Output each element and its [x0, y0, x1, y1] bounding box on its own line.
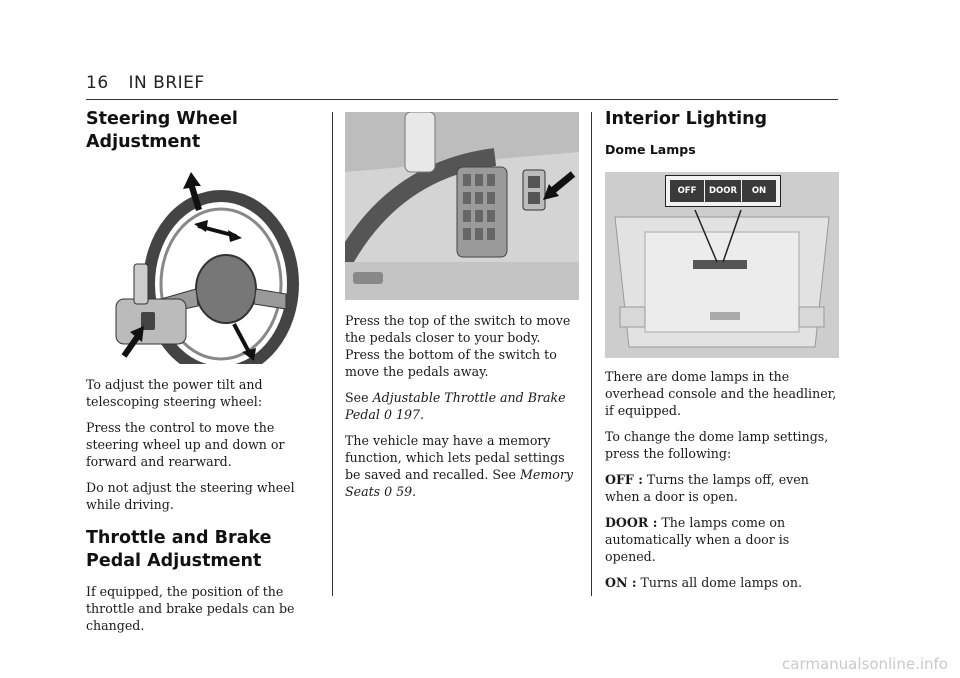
door-button-label: DOOR	[708, 185, 738, 196]
steering-wheel-illustration	[116, 172, 293, 364]
steering-wheel-figure	[86, 164, 322, 364]
on-text: Turns all dome lamps on.	[640, 575, 802, 590]
column-3	[605, 108, 839, 600]
memory-seats-page: 0 59.	[384, 484, 417, 499]
pedal-heading: Throttle and Brake Pedal Adjustment	[86, 528, 272, 571]
pedal-paragraph-1: If equipped, the position of the throttle and brake pedals can be changed.	[86, 584, 295, 633]
on-label: ON :	[605, 575, 637, 590]
steering-paragraph-1: To adjust the power tilt and telescoping steering wheel:	[86, 377, 263, 409]
dome-lamp-figure	[605, 172, 839, 358]
page-number: 16	[86, 73, 109, 93]
door-label: DOOR :	[605, 515, 658, 530]
door-text: The lamps come on automatically when a door is opened.	[605, 515, 790, 564]
off-label: OFF :	[605, 472, 643, 487]
dome-paragraph-2: To change the dome lamp settings, press the following:	[605, 429, 829, 461]
memory-paragraph	[345, 432, 579, 500]
pedal-see-reference	[345, 389, 579, 423]
header-rule	[86, 99, 838, 100]
memory-text: The vehicle may have a memory function, which lets pedal settings be saved and recalled. See	[345, 433, 565, 482]
dome-on-item	[605, 574, 839, 591]
column-divider-2	[591, 112, 592, 596]
off-text: Turns the lamps off, even when a door is open.	[605, 472, 809, 504]
lamp-button-panel	[665, 175, 781, 207]
memory-seats-link[interactable]: Memory Seats	[345, 467, 573, 499]
dome-door-item	[605, 514, 839, 565]
on-button[interactable]	[742, 180, 776, 202]
steering-paragraph-3: Do not adjust the steering wheel while driving.	[86, 480, 295, 512]
column-divider-1	[332, 112, 333, 596]
section-title: IN BRIEF	[128, 73, 205, 93]
door-button[interactable]	[705, 180, 741, 202]
dome-off-item	[605, 471, 839, 505]
column-2	[345, 112, 579, 509]
off-button-label: OFF	[677, 185, 697, 196]
page-header	[86, 73, 205, 93]
pedal-paragraph-2: Press the top of the switch to move the pedals closer to your body. Press the bottom of the switch to move the pedals away.	[345, 313, 571, 379]
watermark: carmanualsonline.info	[782, 655, 948, 673]
steering-wheel-heading: Steering Wheel Adjustment	[86, 109, 238, 152]
off-button[interactable]	[670, 180, 704, 202]
on-button-label: ON	[751, 185, 767, 196]
adjustable-pedal-link[interactable]: Adjustable Throttle and Brake Pedal	[345, 390, 566, 422]
pedal-switch-figure	[345, 112, 579, 300]
steering-paragraph-2: Press the control to move the steering wheel up and down or forward and rearward.	[86, 420, 285, 469]
pedal-switch-illustration	[345, 112, 579, 300]
dome-paragraph-1: There are dome lamps in the overhead console and the headliner, if equipped.	[605, 369, 837, 418]
dome-lamps-subheading: Dome Lamps	[605, 142, 696, 157]
see-prefix: See	[345, 390, 369, 405]
adjustable-pedal-page: 0 197.	[383, 407, 425, 422]
column-1	[86, 108, 322, 643]
interior-lighting-heading: Interior Lighting	[605, 109, 768, 129]
